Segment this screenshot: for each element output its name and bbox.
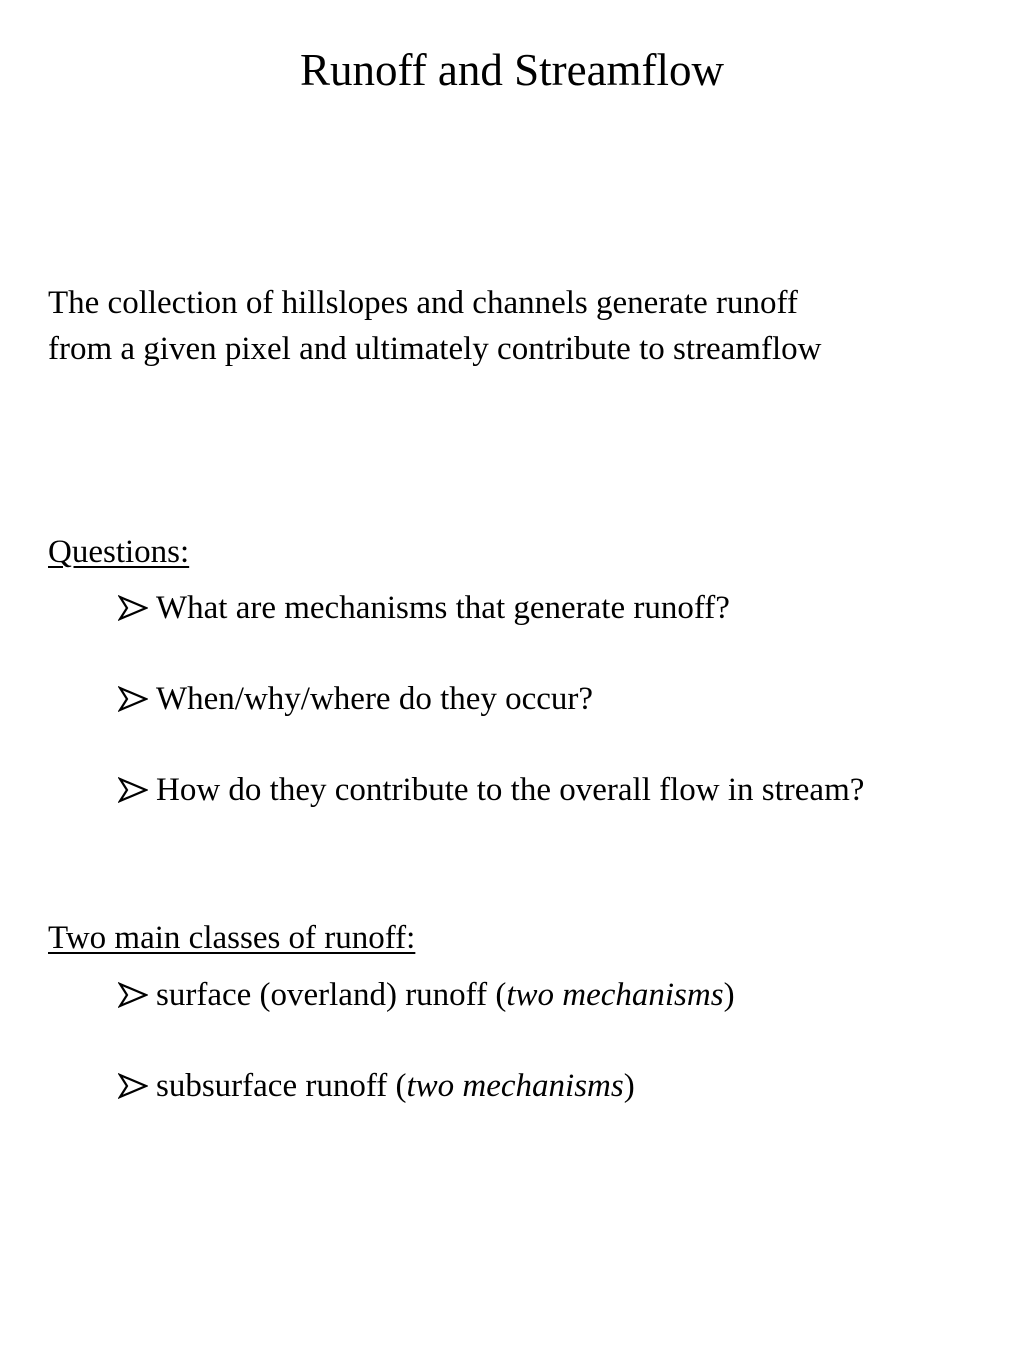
- arrowhead-bullet-icon: [118, 594, 148, 622]
- questions-heading: Questions:: [48, 534, 190, 570]
- runoff-class-close: ): [623, 1068, 635, 1104]
- runoff-class-item: [118, 975, 735, 1015]
- runoff-class-text: [156, 975, 735, 1015]
- runoff-class-label: subsurface runoff (: [156, 1068, 407, 1104]
- runoff-class-text: [156, 1066, 635, 1106]
- slide-title: Runoff and Streamflow: [299, 45, 725, 95]
- runoff-class-emphasis: two mechanisms: [506, 977, 724, 1013]
- arrowhead-bullet-icon: [118, 981, 148, 1009]
- runoff-class-emphasis: two mechanisms: [406, 1068, 624, 1104]
- runoff-class-label: surface (overland) runoff (: [156, 977, 507, 1013]
- question-item: [118, 770, 864, 810]
- question-text: When/why/where do they occur?: [156, 681, 594, 717]
- question-item: [118, 679, 593, 719]
- runoff-class-close: ): [723, 977, 735, 1013]
- question-text: How do they contribute to the overall flow in stream?: [156, 772, 865, 808]
- arrowhead-bullet-icon: [118, 1072, 148, 1100]
- runoff-classes-heading: Two main classes of runoff:: [48, 920, 416, 956]
- arrowhead-bullet-icon: [118, 685, 148, 713]
- arrowhead-bullet-icon: [118, 776, 148, 804]
- runoff-class-item: [118, 1066, 635, 1106]
- question-item: [118, 588, 730, 628]
- intro-line-2: from a given pixel and ultimately contribute to streamflow: [48, 331, 822, 367]
- intro-paragraph: [48, 280, 1008, 372]
- intro-line-1: The collection of hillslopes and channels generate runoff: [48, 285, 798, 321]
- question-text: What are mechanisms that generate runoff?: [156, 590, 730, 626]
